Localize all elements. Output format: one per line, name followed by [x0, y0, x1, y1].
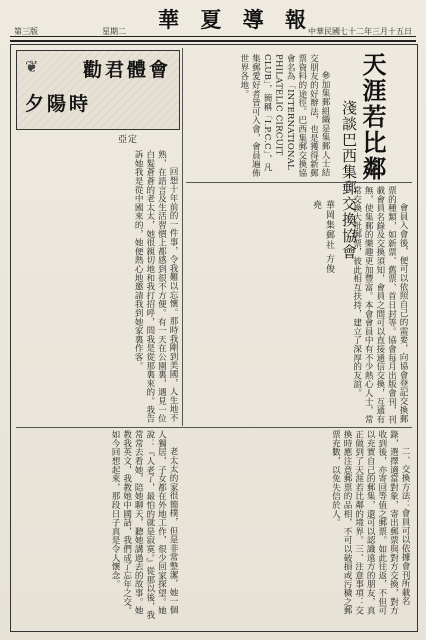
article-byline: 華岡集郵社 方俊堯: [311, 200, 334, 274]
article-body-bottom: [182, 430, 410, 622]
title-char: 導: [242, 7, 266, 32]
title-char: 華: [158, 7, 181, 32]
page-number: 第三版: [14, 27, 38, 36]
newspaper-title: [158, 6, 308, 32]
left-article-body-bottom: [16, 430, 178, 622]
column-divider: [182, 48, 183, 426]
section-divider: [186, 182, 412, 183]
paragraph: 會員入會後，便可以依照自己的需要，向協會登記交換郵票的種類，如新票、舊票、首日封等。協會每月出版會刊，刊載會員名錄及交換須知，會員之間可以直接通信交換，互通有無，使集郵的樂趣更加豐富。本會會員中有不少熱心人士，常常交換大批郵票，彼此相互扶持，建立了深厚的友誼。: [351, 186, 408, 424]
article-body-top: [190, 54, 330, 179]
left-article-author: 亞定: [118, 135, 139, 145]
issue-date: 中華民國七十二年三月十五日: [308, 27, 412, 36]
masthead-rule: [10, 36, 416, 37]
paragraph: 參加集郵組織是集郵人士結交朋友的好辦法，也是獲得新郵票資料的途徑。巴西集郵交換協會名為「INTERNATIONAL PHILATELIC CIRCUIT CLUB」，簡稱「I.P.C.C」，凡集郵愛好者皆可入會，會員遍佈世界各地。: [238, 54, 330, 178]
weekday: 星期二: [102, 27, 126, 36]
title-char: 報: [284, 7, 308, 32]
left-article-subtitle: 夕陽時: [25, 93, 92, 115]
article-body-middle: [190, 186, 408, 424]
paragraph: 回想十年前的一件事，令我難以忘懷。那時我剛到美國，人生地不熟，在語言及生活習慣上都感到很不方便。有一天在公園裏，遇見一位白髮蒼蒼的老太太，她很親切地和我打招呼，問我是從那裏來的。我告訴她我是從中國來的，她便熱心地邀請我到她家裏作客。: [133, 150, 178, 423]
paragraph: 老太太的家很簡樸，但是非常整潔，她一個人獨居，子女都在外地工作，很少回家探望。她說：『人老了，最怕的就是寂寞。』從那以後，我常常去看她，陪她聊天，聽她講過去的故事。她教我英文，我教她中國話，我們成了忘年之交。如今回想起來，那段日子真是令人懷念。: [110, 430, 178, 620]
article-subtitle: 淺談巴西集郵交換協會: [340, 100, 358, 260]
title-char: 夏: [200, 7, 224, 32]
left-article-title: 勸君體會: [82, 59, 171, 81]
article-header-box: [16, 50, 180, 130]
decorative-swirl-icon: ❦: [25, 57, 39, 76]
masthead: [10, 6, 416, 42]
article-title: 天涯若比鄰: [358, 52, 387, 182]
left-article-body: [16, 150, 178, 425]
section-divider: [16, 427, 412, 428]
paragraph: 二、交換方法：會員可以依據會刊所載名錄，選擇適當對象，寄出郵票與對方交換，對方收到後，亦寄回等值之郵票。如此往返，不但可以充實自己的郵集，還可以認識遠方的朋友，真正做到了天涯若比鄰的境界。三、注意事項：交換時應注意郵票的品相，不可以破損或污穢之郵票充數，以免失信於人。: [330, 430, 410, 615]
